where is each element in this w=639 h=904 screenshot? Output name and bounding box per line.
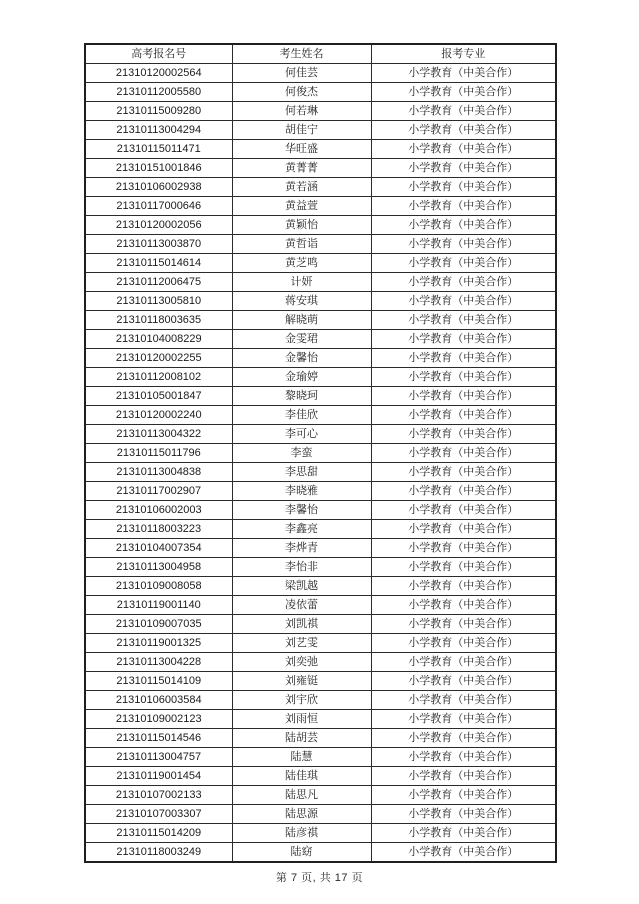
table-row xyxy=(85,748,556,767)
exam-id-cell: 21310151001846 xyxy=(85,159,232,178)
name-cell: 何佳芸 xyxy=(232,64,371,83)
exam-id-cell: 21310115014614 xyxy=(85,254,232,273)
exam-id-cell: 21310107002133 xyxy=(85,786,232,805)
exam-id-cell: 21310109008058 xyxy=(85,577,232,596)
table-row xyxy=(85,786,556,805)
major-cell: 小学教育（中美合作） xyxy=(371,520,556,539)
major-cell: 小学教育（中美合作） xyxy=(371,197,556,216)
exam-id-cell: 21310120002255 xyxy=(85,349,232,368)
name-cell: 李晓雅 xyxy=(232,482,371,501)
major-cell: 小学教育（中美合作） xyxy=(371,83,556,102)
name-cell: 李怡非 xyxy=(232,558,371,577)
exam-id-cell: 21310113004757 xyxy=(85,748,232,767)
col-header-applied-major: 报考专业 xyxy=(371,44,556,64)
table-row xyxy=(85,577,556,596)
major-cell: 小学教育（中美合作） xyxy=(371,710,556,729)
major-cell: 小学教育（中美合作） xyxy=(371,482,556,501)
name-cell: 黄菁菁 xyxy=(232,159,371,178)
exam-id-cell: 21310118003635 xyxy=(85,311,232,330)
name-cell: 刘宇欣 xyxy=(232,691,371,710)
table-row xyxy=(85,178,556,197)
major-cell: 小学教育（中美合作） xyxy=(371,577,556,596)
table-row xyxy=(85,596,556,615)
name-cell: 黄颖怡 xyxy=(232,216,371,235)
exam-id-cell: 21310112008102 xyxy=(85,368,232,387)
major-cell: 小学教育（中美合作） xyxy=(371,691,556,710)
table-row xyxy=(85,102,556,121)
exam-id-cell: 21310109007035 xyxy=(85,615,232,634)
name-cell: 金馨怡 xyxy=(232,349,371,368)
major-cell: 小学教育（中美合作） xyxy=(371,273,556,292)
table-row xyxy=(85,463,556,482)
name-cell: 李馨怡 xyxy=(232,501,371,520)
major-cell: 小学教育（中美合作） xyxy=(371,425,556,444)
header-row xyxy=(85,44,556,64)
table-row xyxy=(85,311,556,330)
table-row xyxy=(85,444,556,463)
exam-id-cell: 21310120002240 xyxy=(85,406,232,425)
exam-id-cell: 21310106002003 xyxy=(85,501,232,520)
exam-id-cell: 21310115014209 xyxy=(85,824,232,843)
table-row xyxy=(85,330,556,349)
exam-id-cell: 21310113004294 xyxy=(85,121,232,140)
page-number: 第 7 页, 共 17 页 xyxy=(275,872,364,884)
major-cell: 小学教育（中美合作） xyxy=(371,311,556,330)
exam-id-cell: 21310112006475 xyxy=(85,273,232,292)
name-cell: 李佳欣 xyxy=(232,406,371,425)
table-row xyxy=(85,292,556,311)
table-row xyxy=(85,64,556,83)
major-cell: 小学教育（中美合作） xyxy=(371,672,556,691)
exam-id-cell: 21310120002564 xyxy=(85,64,232,83)
name-cell: 何若琳 xyxy=(232,102,371,121)
exam-id-cell: 21310118003249 xyxy=(85,843,232,863)
exam-id-cell: 21310115011471 xyxy=(85,140,232,159)
major-cell: 小学教育（中美合作） xyxy=(371,786,556,805)
major-cell: 小学教育（中美合作） xyxy=(371,444,556,463)
exam-id-cell: 21310106002938 xyxy=(85,178,232,197)
major-cell: 小学教育（中美合作） xyxy=(371,805,556,824)
major-cell: 小学教育（中美合作） xyxy=(371,767,556,786)
exam-id-cell: 21310119001140 xyxy=(85,596,232,615)
table-row xyxy=(85,254,556,273)
major-cell: 小学教育（中美合作） xyxy=(371,729,556,748)
major-cell: 小学教育（中美合作） xyxy=(371,501,556,520)
exam-id-cell: 21310115014109 xyxy=(85,672,232,691)
exam-id-cell: 21310105001847 xyxy=(85,387,232,406)
name-cell: 黎晓珂 xyxy=(232,387,371,406)
table-row xyxy=(85,729,556,748)
major-cell: 小学教育（中美合作） xyxy=(371,349,556,368)
table-row xyxy=(85,558,556,577)
table-row xyxy=(85,349,556,368)
name-cell: 陆胡芸 xyxy=(232,729,371,748)
name-cell: 解晓萌 xyxy=(232,311,371,330)
name-cell: 黄芝鸣 xyxy=(232,254,371,273)
exam-id-cell: 21310113004838 xyxy=(85,463,232,482)
name-cell: 凌依蕾 xyxy=(232,596,371,615)
major-cell: 小学教育（中美合作） xyxy=(371,140,556,159)
exam-id-cell: 21310117000646 xyxy=(85,197,232,216)
major-cell: 小学教育（中美合作） xyxy=(371,387,556,406)
name-cell: 刘凯祺 xyxy=(232,615,371,634)
name-cell: 刘奕弛 xyxy=(232,653,371,672)
major-cell: 小学教育（中美合作） xyxy=(371,64,556,83)
major-cell: 小学教育（中美合作） xyxy=(371,406,556,425)
exam-id-cell: 21310109002123 xyxy=(85,710,232,729)
name-cell: 金雯珺 xyxy=(232,330,371,349)
table-row xyxy=(85,691,556,710)
major-cell: 小学教育（中美合作） xyxy=(371,463,556,482)
table-row xyxy=(85,387,556,406)
table-row xyxy=(85,197,556,216)
exam-id-cell: 21310113004228 xyxy=(85,653,232,672)
exam-id-cell: 21310113003870 xyxy=(85,235,232,254)
name-cell: 刘艺雯 xyxy=(232,634,371,653)
major-cell: 小学教育（中美合作） xyxy=(371,235,556,254)
exam-id-cell: 21310119001454 xyxy=(85,767,232,786)
major-cell: 小学教育（中美合作） xyxy=(371,748,556,767)
name-cell: 陆思凡 xyxy=(232,786,371,805)
table-row xyxy=(85,368,556,387)
name-cell: 陆窈 xyxy=(232,843,371,863)
exam-id-cell: 21310113004322 xyxy=(85,425,232,444)
name-cell: 陆彦祺 xyxy=(232,824,371,843)
major-cell: 小学教育（中美合作） xyxy=(371,216,556,235)
exam-id-cell: 21310113005810 xyxy=(85,292,232,311)
major-cell: 小学教育（中美合作） xyxy=(371,330,556,349)
major-cell: 小学教育（中美合作） xyxy=(371,254,556,273)
col-header-exam-id: 高考报名号 xyxy=(85,44,232,64)
major-cell: 小学教育（中美合作） xyxy=(371,596,556,615)
exam-id-cell: 21310115014546 xyxy=(85,729,232,748)
table-body xyxy=(85,64,556,863)
major-cell: 小学教育（中美合作） xyxy=(371,121,556,140)
name-cell: 计妍 xyxy=(232,273,371,292)
table-row xyxy=(85,235,556,254)
major-cell: 小学教育（中美合作） xyxy=(371,539,556,558)
table-row xyxy=(85,767,556,786)
name-cell: 李思甜 xyxy=(232,463,371,482)
exam-id-cell: 21310117002907 xyxy=(85,482,232,501)
name-cell: 李鑫亮 xyxy=(232,520,371,539)
exam-id-cell: 21310104007354 xyxy=(85,539,232,558)
name-cell: 黄哲诣 xyxy=(232,235,371,254)
name-cell: 陆慧 xyxy=(232,748,371,767)
major-cell: 小学教育（中美合作） xyxy=(371,615,556,634)
major-cell: 小学教育（中美合作） xyxy=(371,843,556,863)
table-row xyxy=(85,216,556,235)
name-cell: 李可心 xyxy=(232,425,371,444)
name-cell: 蒋安琪 xyxy=(232,292,371,311)
col-header-candidate-name: 考生姓名 xyxy=(232,44,371,64)
candidates-table xyxy=(84,43,557,863)
table-row xyxy=(85,805,556,824)
major-cell: 小学教育（中美合作） xyxy=(371,653,556,672)
name-cell: 胡佳宁 xyxy=(232,121,371,140)
major-cell: 小学教育（中美合作） xyxy=(371,558,556,577)
name-cell: 李蛮 xyxy=(232,444,371,463)
major-cell: 小学教育（中美合作） xyxy=(371,102,556,121)
table-row xyxy=(85,843,556,863)
name-cell: 华旺盛 xyxy=(232,140,371,159)
major-cell: 小学教育（中美合作） xyxy=(371,292,556,311)
name-cell: 李烨青 xyxy=(232,539,371,558)
name-cell: 黄益萱 xyxy=(232,197,371,216)
exam-id-cell: 21310118003223 xyxy=(85,520,232,539)
name-cell: 金瑜婷 xyxy=(232,368,371,387)
table-row xyxy=(85,482,556,501)
table-row xyxy=(85,615,556,634)
name-cell: 何俊杰 xyxy=(232,83,371,102)
table-row xyxy=(85,653,556,672)
major-cell: 小学教育（中美合作） xyxy=(371,824,556,843)
table-row xyxy=(85,425,556,444)
table-row xyxy=(85,83,556,102)
exam-id-cell: 21310120002056 xyxy=(85,216,232,235)
name-cell: 黄若涵 xyxy=(232,178,371,197)
exam-id-cell: 21310119001325 xyxy=(85,634,232,653)
name-cell: 刘雨恒 xyxy=(232,710,371,729)
name-cell: 刘雍铤 xyxy=(232,672,371,691)
name-cell: 陆佳琪 xyxy=(232,767,371,786)
table-row xyxy=(85,672,556,691)
exam-id-cell: 21310115009280 xyxy=(85,102,232,121)
table-row xyxy=(85,634,556,653)
name-cell: 陆思源 xyxy=(232,805,371,824)
major-cell: 小学教育（中美合作） xyxy=(371,159,556,178)
exam-id-cell: 21310113004958 xyxy=(85,558,232,577)
table-row xyxy=(85,824,556,843)
major-cell: 小学教育（中美合作） xyxy=(371,178,556,197)
major-cell: 小学教育（中美合作） xyxy=(371,368,556,387)
exam-id-cell: 21310112005580 xyxy=(85,83,232,102)
table-row xyxy=(85,159,556,178)
table-header xyxy=(85,44,556,64)
exam-id-cell: 21310115011796 xyxy=(85,444,232,463)
table-row xyxy=(85,140,556,159)
exam-id-cell: 21310106003584 xyxy=(85,691,232,710)
major-cell: 小学教育（中美合作） xyxy=(371,634,556,653)
table-row xyxy=(85,406,556,425)
exam-id-cell: 21310107003307 xyxy=(85,805,232,824)
table-row xyxy=(85,501,556,520)
name-cell: 梁凯越 xyxy=(232,577,371,596)
table-row xyxy=(85,121,556,140)
table-row xyxy=(85,520,556,539)
table-row xyxy=(85,273,556,292)
table-row xyxy=(85,710,556,729)
table-row xyxy=(85,539,556,558)
exam-id-cell: 21310104008229 xyxy=(85,330,232,349)
